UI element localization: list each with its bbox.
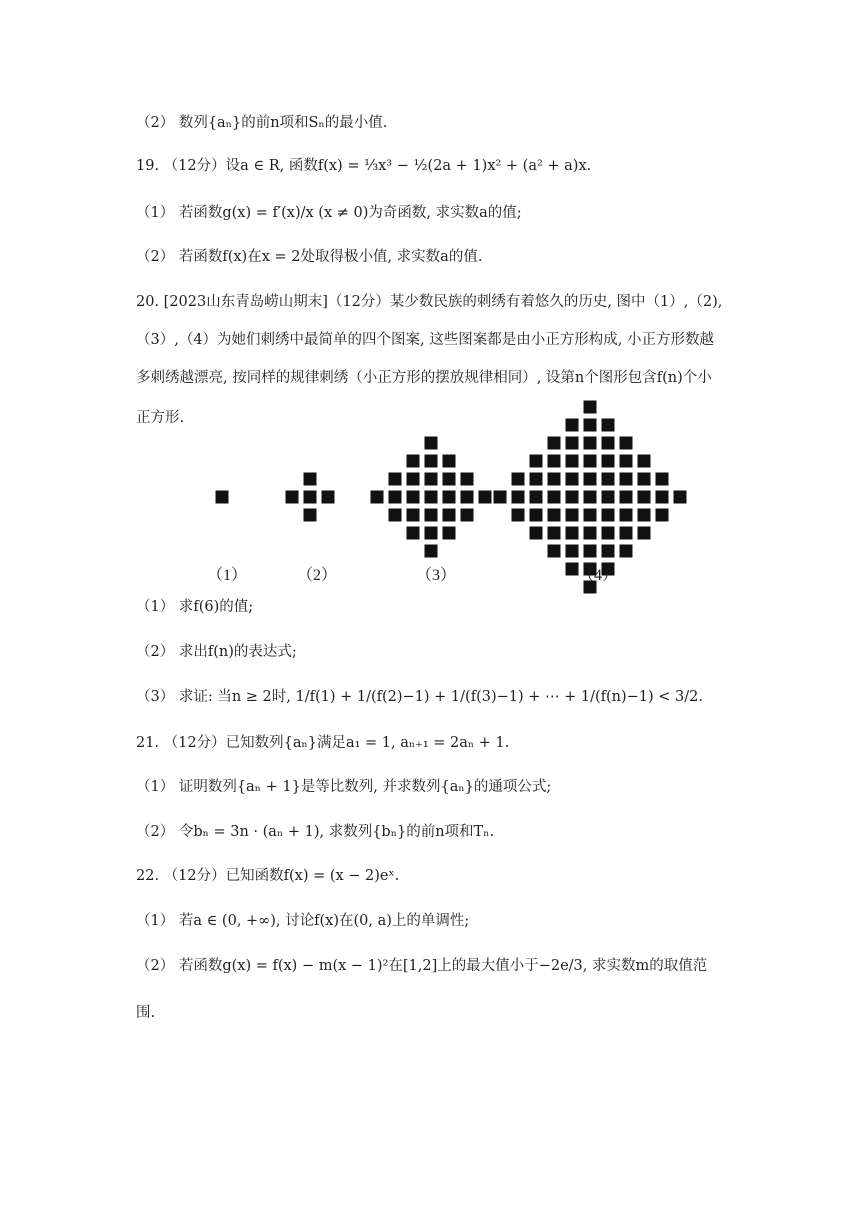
pattern-square <box>656 491 669 504</box>
pattern-square <box>322 491 335 504</box>
q22-part1: （1） 若a ∈ (0, +∞), 讨论f(x)在(0, a)上的单调性; <box>136 913 470 929</box>
pattern-square <box>548 491 561 504</box>
pattern-square <box>407 509 420 522</box>
pattern-square <box>566 545 579 558</box>
q22-part2-line2: 围. <box>136 1005 156 1021</box>
pattern-square <box>602 473 615 486</box>
q21-part2: （2） 令bₙ = 3n · (aₙ + 1), 求数列{bₙ}的前n项和Tₙ. <box>136 824 495 840</box>
pattern-square <box>304 473 317 486</box>
pattern-square <box>638 473 651 486</box>
pattern-square <box>548 473 561 486</box>
pattern-square <box>566 509 579 522</box>
pattern-square <box>407 455 420 468</box>
pattern-square <box>389 473 402 486</box>
pattern-square <box>602 509 615 522</box>
pattern-square <box>584 455 597 468</box>
pattern-square <box>620 437 633 450</box>
pattern-square <box>638 509 651 522</box>
q20-stem-line2: （3）,（4）为她们刺绣中最简单的四个图案, 这些图案都是由小正方形构成, 小正方形数越 <box>136 332 714 348</box>
q18-part2: （2） 数列{aₙ}的前n项和Sₙ的最小值. <box>136 115 388 131</box>
pattern-square <box>407 527 420 540</box>
pattern-square <box>461 509 474 522</box>
pattern-square <box>443 455 456 468</box>
figure-label-4: （4） <box>578 567 619 584</box>
q19-part2: （2） 若函数f(x)在x = 2处取得极小值, 求实数a的值. <box>136 249 483 265</box>
pattern-square <box>443 473 456 486</box>
pattern-square <box>530 491 543 504</box>
pattern-square <box>530 455 543 468</box>
pattern-square <box>371 491 384 504</box>
pattern-square <box>620 473 633 486</box>
pattern-square <box>584 509 597 522</box>
pattern-square <box>566 419 579 432</box>
pattern-square <box>638 527 651 540</box>
pattern-square <box>425 437 438 450</box>
pattern-square <box>494 491 507 504</box>
pattern-square <box>602 437 615 450</box>
figure-label-1: （1） <box>207 567 248 584</box>
pattern-square <box>566 473 579 486</box>
pattern-square <box>443 509 456 522</box>
pattern-square <box>566 455 579 468</box>
pattern-square <box>304 509 317 522</box>
pattern-square <box>620 455 633 468</box>
pattern-square <box>425 527 438 540</box>
pattern-square <box>638 491 651 504</box>
pattern-square <box>620 509 633 522</box>
pattern-square <box>584 491 597 504</box>
pattern-square <box>584 437 597 450</box>
pattern-square <box>620 491 633 504</box>
pattern-square <box>602 545 615 558</box>
pattern-square <box>425 491 438 504</box>
pattern-square <box>566 491 579 504</box>
pattern-square <box>548 509 561 522</box>
pattern-square <box>512 473 525 486</box>
pattern-square <box>548 437 561 450</box>
q20-part1: （1） 求f(6)的值; <box>136 599 254 615</box>
q20-part3: （3） 求证: 当n ≥ 2时, 1/f(1) + 1/(f(2)−1) + 1/(f(3)−1) + ⋯ + 1/(f(n)−1) < 3/2. <box>136 689 704 705</box>
pattern-square <box>512 491 525 504</box>
pattern-square <box>530 527 543 540</box>
pattern-square <box>548 545 561 558</box>
pattern-square <box>479 491 492 504</box>
pattern-square <box>530 473 543 486</box>
q19-part1: （1） 若函数g(x) = f′(x)/x (x ≠ 0)为奇函数, 求实数a的值; <box>136 205 522 221</box>
pattern-square <box>461 491 474 504</box>
pattern-square <box>443 491 456 504</box>
pattern-square <box>584 527 597 540</box>
pattern-square <box>602 419 615 432</box>
q20-stem-line3: 多刺绣越漂亮, 按同样的规律刺绣（小正方形的摆放规律相同）, 设第n个图形包含f(n)个小 <box>136 370 712 386</box>
pattern-square <box>407 491 420 504</box>
pattern-square <box>425 473 438 486</box>
q22-stem: 22. （12分）已知函数f(x) = (x − 2)eˣ. <box>136 868 400 884</box>
pattern-square <box>389 491 402 504</box>
pattern-square <box>425 545 438 558</box>
pattern-square <box>656 473 669 486</box>
q20-stem-line1: 20. [2023山东青岛崂山期末]（12分）某少数民族的刺绣有着悠久的历史, 图中（1）,（2), <box>136 294 723 310</box>
pattern-square <box>620 527 633 540</box>
q19-stem: 19. （12分）设a ∈ R, 函数f(x) = ⅓x³ − ½(2a + 1)x² + (a² + a)x. <box>136 158 592 174</box>
pattern-2 <box>286 473 335 522</box>
pattern-square <box>512 509 525 522</box>
pattern-square <box>548 527 561 540</box>
pattern-square <box>216 491 229 504</box>
q21-part1: （1） 证明数列{aₙ + 1}是等比数列, 并求数列{aₙ}的通项公式; <box>136 779 552 795</box>
pattern-square <box>304 491 317 504</box>
pattern-square <box>530 509 543 522</box>
pattern-square <box>602 527 615 540</box>
q21-stem: 21. （12分）已知数列{aₙ}满足a₁ = 1, aₙ₊₁ = 2aₙ + 1. <box>136 735 510 751</box>
pattern-3 <box>371 437 492 558</box>
pattern-square <box>584 545 597 558</box>
pattern-square <box>286 491 299 504</box>
pattern-square <box>656 509 669 522</box>
figure-label-2: （2） <box>297 567 338 584</box>
pattern-square <box>584 473 597 486</box>
q20-stem-line4: 正方形. <box>136 410 185 426</box>
q22-part2-line1: （2） 若函数g(x) = f(x) − m(x − 1)²在[1,2]上的最大值小于−2e/3, 求实数m的取值范 <box>136 958 708 974</box>
pattern-square <box>389 509 402 522</box>
pattern-square <box>566 563 579 576</box>
figure-label-3: （3） <box>416 567 457 584</box>
pattern-1 <box>216 491 229 504</box>
pattern-square <box>548 455 561 468</box>
pattern-square <box>638 455 651 468</box>
pattern-square <box>461 473 474 486</box>
pattern-square <box>566 527 579 540</box>
pattern-square <box>602 455 615 468</box>
pattern-square <box>584 401 597 414</box>
pattern-square <box>443 527 456 540</box>
pattern-square <box>602 491 615 504</box>
pattern-square <box>566 437 579 450</box>
pattern-square <box>674 491 687 504</box>
pattern-square <box>407 473 420 486</box>
pattern-square <box>425 455 438 468</box>
pattern-square <box>620 545 633 558</box>
q20-part2: （2） 求出f(n)的表达式; <box>136 644 297 660</box>
pattern-square <box>584 419 597 432</box>
pattern-square <box>425 509 438 522</box>
